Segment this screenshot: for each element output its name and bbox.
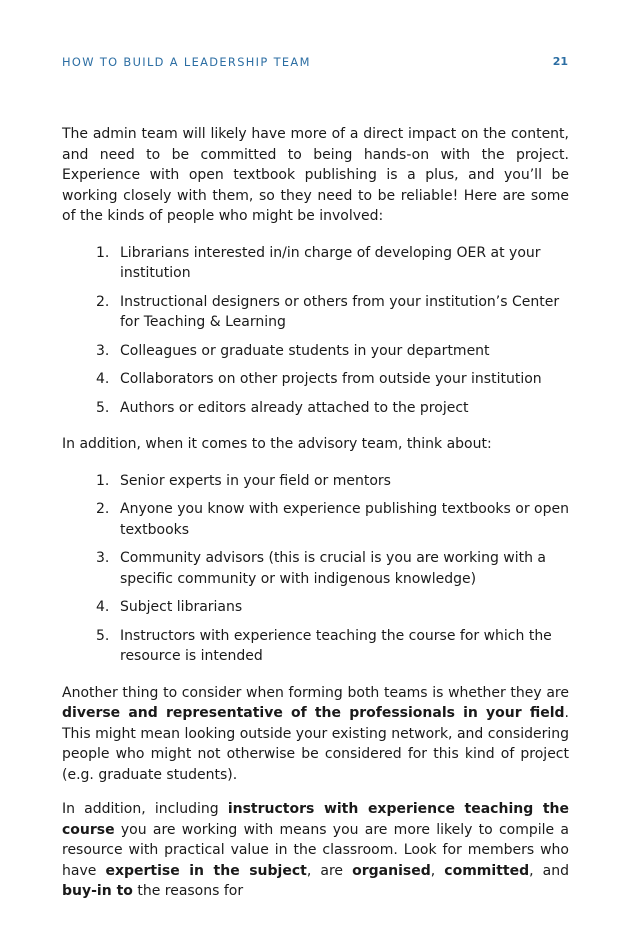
page-content: [62, 124, 569, 916]
list-item: [62, 597, 569, 618]
list-item: [62, 548, 569, 589]
list-item: [62, 626, 569, 667]
page-header: [62, 55, 568, 71]
emphasis-text: expertise in the subject: [105, 862, 307, 879]
list-item: [62, 243, 569, 284]
list-item-text: Instructional designers or others from your institution’s Center for Teaching & Learning: [120, 293, 560, 330]
list-item-number: 1.: [96, 244, 110, 261]
text-run: you are working with means you are more likely to compile a resource with practical value in the classroom. Look for members who have: [62, 821, 569, 879]
list-item-text: Instructors with experience teaching the course for which the resource is intended: [120, 627, 552, 664]
list-item: [62, 471, 569, 492]
emphasis-text: committed: [444, 862, 530, 879]
list-item-text: Anyone you know with experience publishing textbooks or open textbooks: [120, 501, 569, 538]
list-item-text: Collaborators on other projects from outside your institution: [120, 371, 542, 387]
list-item-number: 5.: [96, 399, 110, 416]
page-number: 21: [552, 55, 568, 68]
emphasis-text: organised: [352, 862, 431, 879]
list-item-number: 2.: [96, 501, 110, 517]
text-run: , and: [529, 862, 569, 879]
list-item-text: Authors or editors already attached to the project: [120, 399, 469, 416]
list-item-number: 1.: [96, 472, 110, 489]
list-item-text: Subject librarians: [120, 599, 243, 615]
list-item-number: 5.: [96, 627, 110, 644]
list-item-text: Community advisors (this is crucial is you are working with a specific community or with indigenous knowledge): [120, 550, 547, 587]
running-title: HOW TO BUILD A LEADERSHIP TEAM: [62, 55, 311, 69]
text-run: the reasons for: [132, 883, 244, 899]
admin-team-paragraph: The admin team will likely have more of a direct impact on the content, and need to be committed to being hands-on with the project. Experience with open textbook publishing is a plus, and you’ll be working closely with them, so they need to be reliable! Here are some of the kinds of people who might be involved:: [62, 126, 569, 224]
emphasis-text: buy-in to: [62, 883, 133, 899]
list-item-text: Librarians interested in/in charge of developing OER at your institution: [120, 244, 541, 281]
text-run: . This might mean looking outside your existing network, and considering people who might not otherwise be considered for this kind of project (e.g. graduate students).: [62, 705, 569, 783]
text-run: , are: [306, 862, 353, 879]
admin-team-list: [62, 243, 569, 419]
list-item-number: 2.: [96, 293, 110, 310]
list-item-number: 4.: [96, 371, 110, 387]
list-item: [62, 499, 569, 540]
list-item-number: 3.: [96, 342, 110, 359]
list-item-text: Colleagues or graduate students in your department: [120, 342, 490, 359]
text-run: ,: [430, 862, 445, 879]
text-run: In addition, including: [62, 801, 228, 817]
text-run: Another thing to consider when forming both teams is whether they are: [62, 684, 569, 701]
emphasis-text: diverse and representative of the professionals in your field: [62, 705, 565, 721]
list-item: [62, 341, 569, 362]
list-item-number: 4.: [96, 599, 110, 615]
list-item: [62, 369, 569, 390]
advisory-team-list: [62, 471, 569, 667]
instructors-paragraph: [62, 799, 569, 902]
list-item-text: Senior experts in your field or mentors: [120, 472, 391, 489]
diversity-paragraph: [62, 683, 569, 786]
list-item-number: 3.: [96, 550, 110, 566]
emphasis-text: instructors with experience teaching the course: [62, 801, 569, 838]
list-item: [62, 398, 569, 419]
advisory-team-intro: In addition, when it comes to the advisory team, think about:: [62, 436, 492, 452]
list-item: [62, 292, 569, 333]
